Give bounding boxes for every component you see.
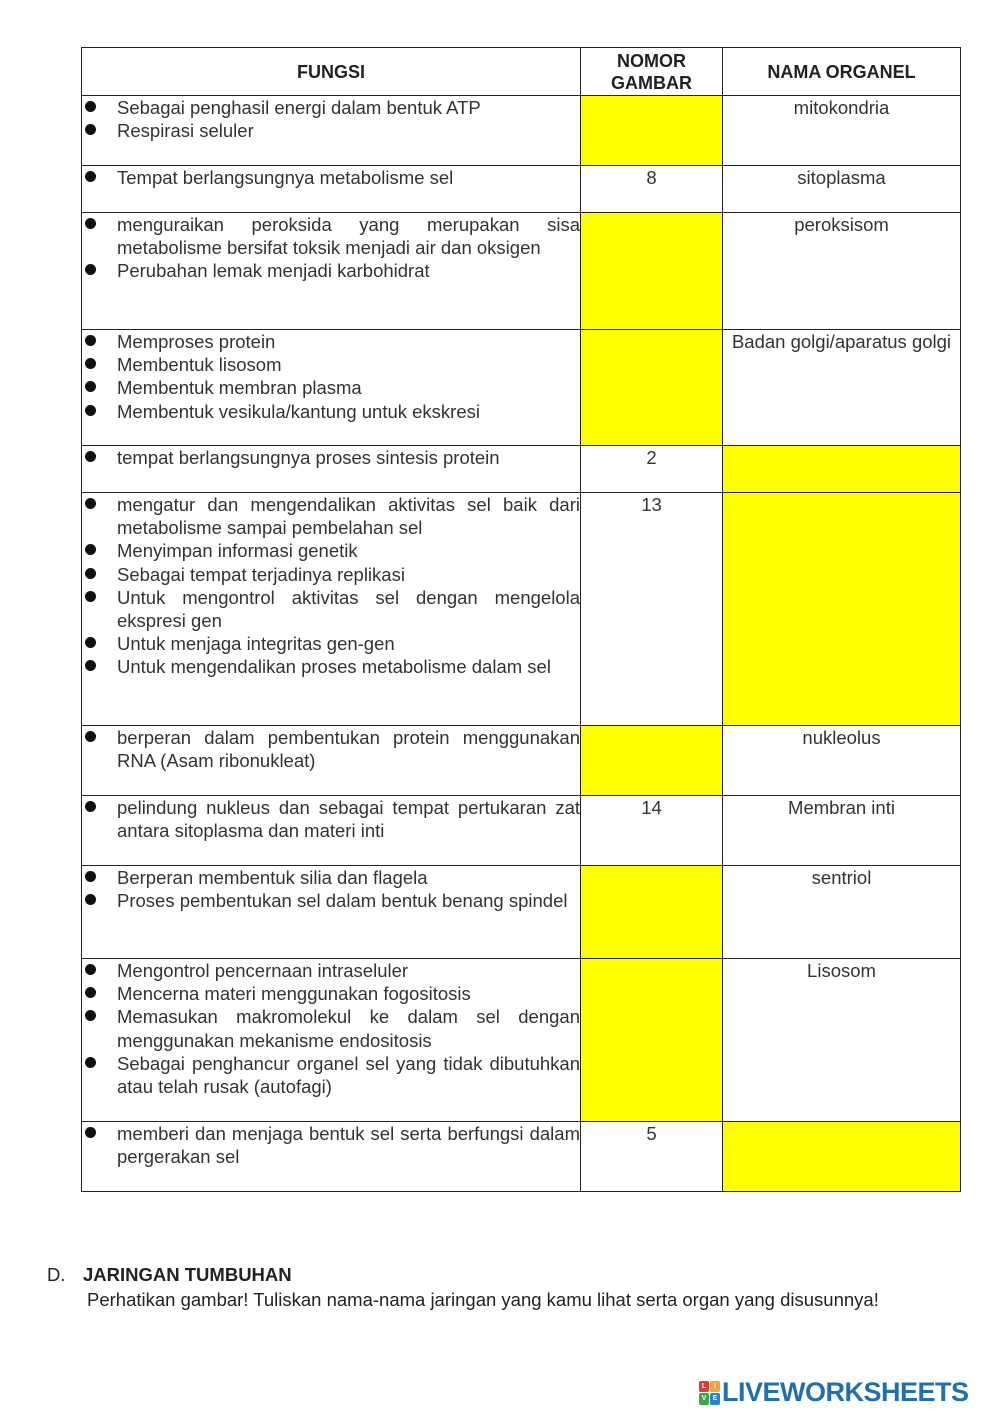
table-row: [82, 330, 961, 446]
fungsi-cell: [82, 96, 581, 166]
fungsi-list: [82, 96, 580, 142]
fungsi-item: Sebagai penghasil energi dalam bentuk ATP: [82, 96, 580, 119]
fungsi-item: berperan dalam pembentukan protein menggunakan RNA (Asam ribonukleat): [82, 726, 580, 772]
fungsi-item: Memproses protein: [82, 330, 580, 353]
fungsi-item: Untuk menjaga integritas gen-gen: [82, 632, 580, 655]
table-row: [82, 726, 961, 796]
fungsi-item: mengatur dan mengendalikan aktivitas sel baik dari metabolisme sampai pembelahan sel: [82, 493, 580, 539]
fungsi-item: Membentuk vesikula/kantung untuk ekskresi: [82, 400, 580, 423]
fungsi-item: Berperan membentuk silia dan flagela: [82, 866, 580, 889]
fungsi-item: memberi dan menjaga bentuk sel serta berfungsi dalam pergerakan sel: [82, 1122, 580, 1168]
nama-organel-cell: sitoplasma: [723, 166, 961, 213]
fungsi-list: [82, 866, 580, 912]
header-nama-organel: NAMA ORGANEL: [723, 48, 961, 96]
table-row: [82, 213, 961, 330]
nama-organel-blank[interactable]: [723, 1122, 961, 1192]
fungsi-cell: [82, 330, 581, 446]
fungsi-item: Sebagai penghancur organel sel yang tidak dibutuhkan atau telah rusak (autofagi): [82, 1052, 580, 1098]
fungsi-list: [82, 166, 580, 189]
fungsi-list: [82, 213, 580, 283]
nama-organel-cell: sentriol: [723, 866, 961, 959]
nomor-gambar-blank[interactable]: [581, 213, 723, 330]
section-instruction: Perhatikan gambar! Tuliskan nama-nama jaringan yang kamu lihat serta organ yang disusunnya!: [87, 1289, 879, 1310]
nama-organel-blank[interactable]: [723, 446, 961, 493]
header-nomor-line1: NOMOR: [617, 50, 686, 71]
fungsi-cell: [82, 1122, 581, 1192]
nomor-gambar-blank[interactable]: [581, 959, 723, 1122]
fungsi-list: [82, 796, 580, 842]
nama-organel-cell: Membran inti: [723, 796, 961, 866]
fungsi-cell: [82, 166, 581, 213]
fungsi-cell: [82, 726, 581, 796]
table-row: [82, 959, 961, 1122]
header-nomor-line2: GAMBAR: [611, 72, 692, 93]
fungsi-list: [82, 446, 580, 469]
nomor-gambar-cell: 2: [581, 446, 723, 493]
nomor-gambar-cell: 5: [581, 1122, 723, 1192]
fungsi-item: pelindung nukleus dan sebagai tempat pertukaran zat antara sitoplasma dan materi inti: [82, 796, 580, 842]
table-row: [82, 493, 961, 726]
fungsi-cell: [82, 213, 581, 330]
organelle-table: [81, 47, 961, 1192]
table-row: [82, 446, 961, 493]
nomor-gambar-blank[interactable]: [581, 866, 723, 959]
badge-letter: E: [710, 1393, 720, 1405]
fungsi-cell: [82, 446, 581, 493]
fungsi-cell: [82, 796, 581, 866]
nama-organel-blank[interactable]: [723, 493, 961, 726]
fungsi-list: [82, 330, 580, 423]
section-letter: D.: [47, 1264, 66, 1285]
fungsi-list: [82, 1122, 580, 1168]
table-row: [82, 96, 961, 166]
fungsi-item: Perubahan lemak menjadi karbohidrat: [82, 259, 580, 282]
nama-organel-cell: Lisosom: [723, 959, 961, 1122]
badge-letter: L: [699, 1381, 709, 1393]
fungsi-item: Proses pembentukan sel dalam bentuk benang spindel: [82, 889, 580, 912]
table-row: [82, 796, 961, 866]
table-row: [82, 1122, 961, 1192]
nomor-gambar-cell: 14: [581, 796, 723, 866]
fungsi-cell: [82, 959, 581, 1122]
fungsi-item: Memasukan makromolekul ke dalam sel dengan menggunakan mekanisme endositosis: [82, 1005, 580, 1051]
badge-letter: I: [710, 1381, 720, 1393]
nomor-gambar-blank[interactable]: [581, 330, 723, 446]
nama-organel-cell: nukleolus: [723, 726, 961, 796]
badge-letter: V: [699, 1393, 709, 1405]
header-nomor-gambar: [581, 48, 723, 96]
nomor-gambar-cell: 13: [581, 493, 723, 726]
nomor-gambar-blank[interactable]: [581, 726, 723, 796]
fungsi-item: tempat berlangsungnya proses sintesis protein: [82, 446, 580, 469]
header-fungsi: FUNGSI: [82, 48, 581, 96]
fungsi-item: menguraikan peroksida yang merupakan sisa metabolisme bersifat toksik menjadi air dan oksigen: [82, 213, 580, 259]
header-row: [82, 48, 961, 96]
nomor-gambar-blank[interactable]: [581, 96, 723, 166]
nama-organel-cell: mitokondria: [723, 96, 961, 166]
fungsi-item: Membentuk lisosom: [82, 353, 580, 376]
section-heading: [47, 1264, 292, 1286]
fungsi-item: Untuk mengendalikan proses metabolisme dalam sel: [82, 655, 580, 678]
fungsi-list: [82, 959, 580, 1098]
fungsi-list: [82, 726, 580, 772]
live-badge-icon: [699, 1381, 720, 1405]
nama-organel-cell: Badan golgi/aparatus golgi: [723, 330, 961, 446]
table-row: [82, 166, 961, 213]
fungsi-item: Sebagai tempat terjadinya replikasi: [82, 563, 580, 586]
fungsi-list: [82, 493, 580, 679]
nomor-gambar-cell: 8: [581, 166, 723, 213]
liveworksheets-logo[interactable]: [699, 1377, 969, 1408]
table-row: [82, 866, 961, 959]
fungsi-item: Untuk mengontrol aktivitas sel dengan mengelola ekspresi gen: [82, 586, 580, 632]
nama-organel-cell: peroksisom: [723, 213, 961, 330]
fungsi-item: Tempat berlangsungnya metabolisme sel: [82, 166, 580, 189]
fungsi-item: Membentuk membran plasma: [82, 376, 580, 399]
fungsi-cell: [82, 493, 581, 726]
fungsi-item: Respirasi seluler: [82, 119, 580, 142]
logo-text: LIVEWORKSHEETS: [722, 1377, 969, 1407]
fungsi-item: Mengontrol pencernaan intraseluler: [82, 959, 580, 982]
fungsi-cell: [82, 866, 581, 959]
fungsi-item: Menyimpan informasi genetik: [82, 539, 580, 562]
fungsi-item: Mencerna materi menggunakan fogositosis: [82, 982, 580, 1005]
section-title: JARINGAN TUMBUHAN: [83, 1264, 292, 1285]
